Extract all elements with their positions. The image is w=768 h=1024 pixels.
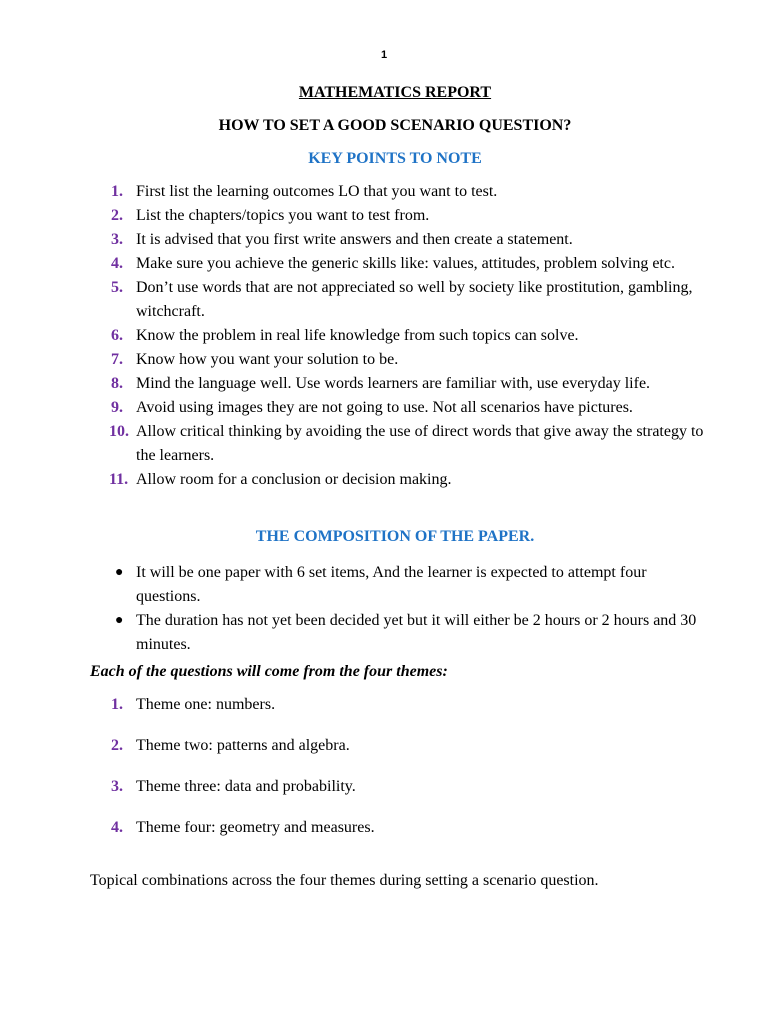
list-number: 5. xyxy=(111,279,123,296)
list-item xyxy=(90,396,710,420)
list-item-text: Know the problem in real life knowledge from such topics can solve. xyxy=(136,327,579,344)
list-item-text: Allow room for a conclusion or decision making. xyxy=(136,471,452,488)
list-item-text: It will be one paper with 6 set items, And the learner is expected to attempt four questions. xyxy=(136,564,647,605)
list-item-text: Theme two: patterns and algebra. xyxy=(136,737,350,754)
list-item xyxy=(90,468,710,492)
list-item xyxy=(90,348,710,372)
list-item xyxy=(90,561,705,609)
list-item-text: Avoid using images they are not going to use. Not all scenarios have pictures. xyxy=(136,399,633,416)
list-number: 1. xyxy=(111,696,123,713)
list-item-text: Theme four: geometry and measures. xyxy=(136,819,375,836)
list-item xyxy=(90,420,710,468)
themes-list xyxy=(90,693,710,857)
list-item-text: The duration has not yet been decided yet but it will either be 2 hours or 2 hours and 30 minutes. xyxy=(136,612,697,653)
bullet-dot-icon: ● xyxy=(115,613,124,628)
list-number: 1. xyxy=(111,183,123,200)
list-item-text: List the chapters/topics you want to test from. xyxy=(136,207,430,224)
list-number: 11. xyxy=(109,471,129,488)
list-number: 2. xyxy=(111,207,123,224)
list-item xyxy=(90,324,710,348)
list-number: 3. xyxy=(111,778,123,795)
list-item-text: Theme three: data and probability. xyxy=(136,778,356,795)
list-number: 9. xyxy=(111,399,123,416)
page-subtitle: HOW TO SET A GOOD SCENARIO QUESTION? xyxy=(218,117,572,134)
bullet-dot-icon: ● xyxy=(115,565,124,580)
list-item xyxy=(90,609,705,657)
list-item xyxy=(90,204,710,228)
list-item-text: Allow critical thinking by avoiding the use of direct words that give away the strategy to the learners. xyxy=(136,423,704,464)
list-number: 10. xyxy=(109,423,129,440)
list-item xyxy=(90,372,710,396)
list-number: 3. xyxy=(111,231,123,248)
list-number: 4. xyxy=(111,255,123,272)
list-item-text: Know how you want your solution to be. xyxy=(136,351,399,368)
list-number: 4. xyxy=(111,819,123,836)
list-item xyxy=(90,816,710,840)
composition-heading: THE COMPOSITION OF THE PAPER. xyxy=(255,528,535,545)
list-number: 7. xyxy=(111,351,123,368)
list-item xyxy=(90,734,710,758)
list-item-text: Make sure you achieve the generic skills like: values, attitudes, problem solving etc. xyxy=(136,255,675,272)
key-points-heading: KEY POINTS TO NOTE xyxy=(308,150,482,167)
closing-paragraph: Topical combinations across the four themes during setting a scenario question. xyxy=(90,872,599,889)
list-item xyxy=(90,693,710,717)
list-item xyxy=(90,276,710,324)
list-item xyxy=(90,180,710,204)
list-item-text: Mind the language well. Use words learners are familiar with, use everyday life. xyxy=(136,375,651,392)
list-item xyxy=(90,252,710,276)
list-item xyxy=(90,775,710,799)
themes-intro: Each of the questions will come from the four themes: xyxy=(90,663,448,680)
composition-list xyxy=(90,561,705,657)
list-number: 8. xyxy=(111,375,123,392)
list-number: 6. xyxy=(111,327,123,344)
list-item-text: It is advised that you first write answers and then create a statement. xyxy=(136,231,573,248)
list-item-text: Theme one: numbers. xyxy=(136,696,276,713)
list-item-text: Don’t use words that are not appreciated so well by society like prostitution, gambling, witchcraft. xyxy=(136,279,693,320)
list-number: 2. xyxy=(111,737,123,754)
key-points-list xyxy=(90,180,710,492)
page-number: 1 xyxy=(380,49,388,61)
list-item-text: First list the learning outcomes LO that you want to test. xyxy=(136,183,498,200)
page-title: MATHEMATICS REPORT xyxy=(298,84,492,101)
list-item xyxy=(90,228,710,252)
